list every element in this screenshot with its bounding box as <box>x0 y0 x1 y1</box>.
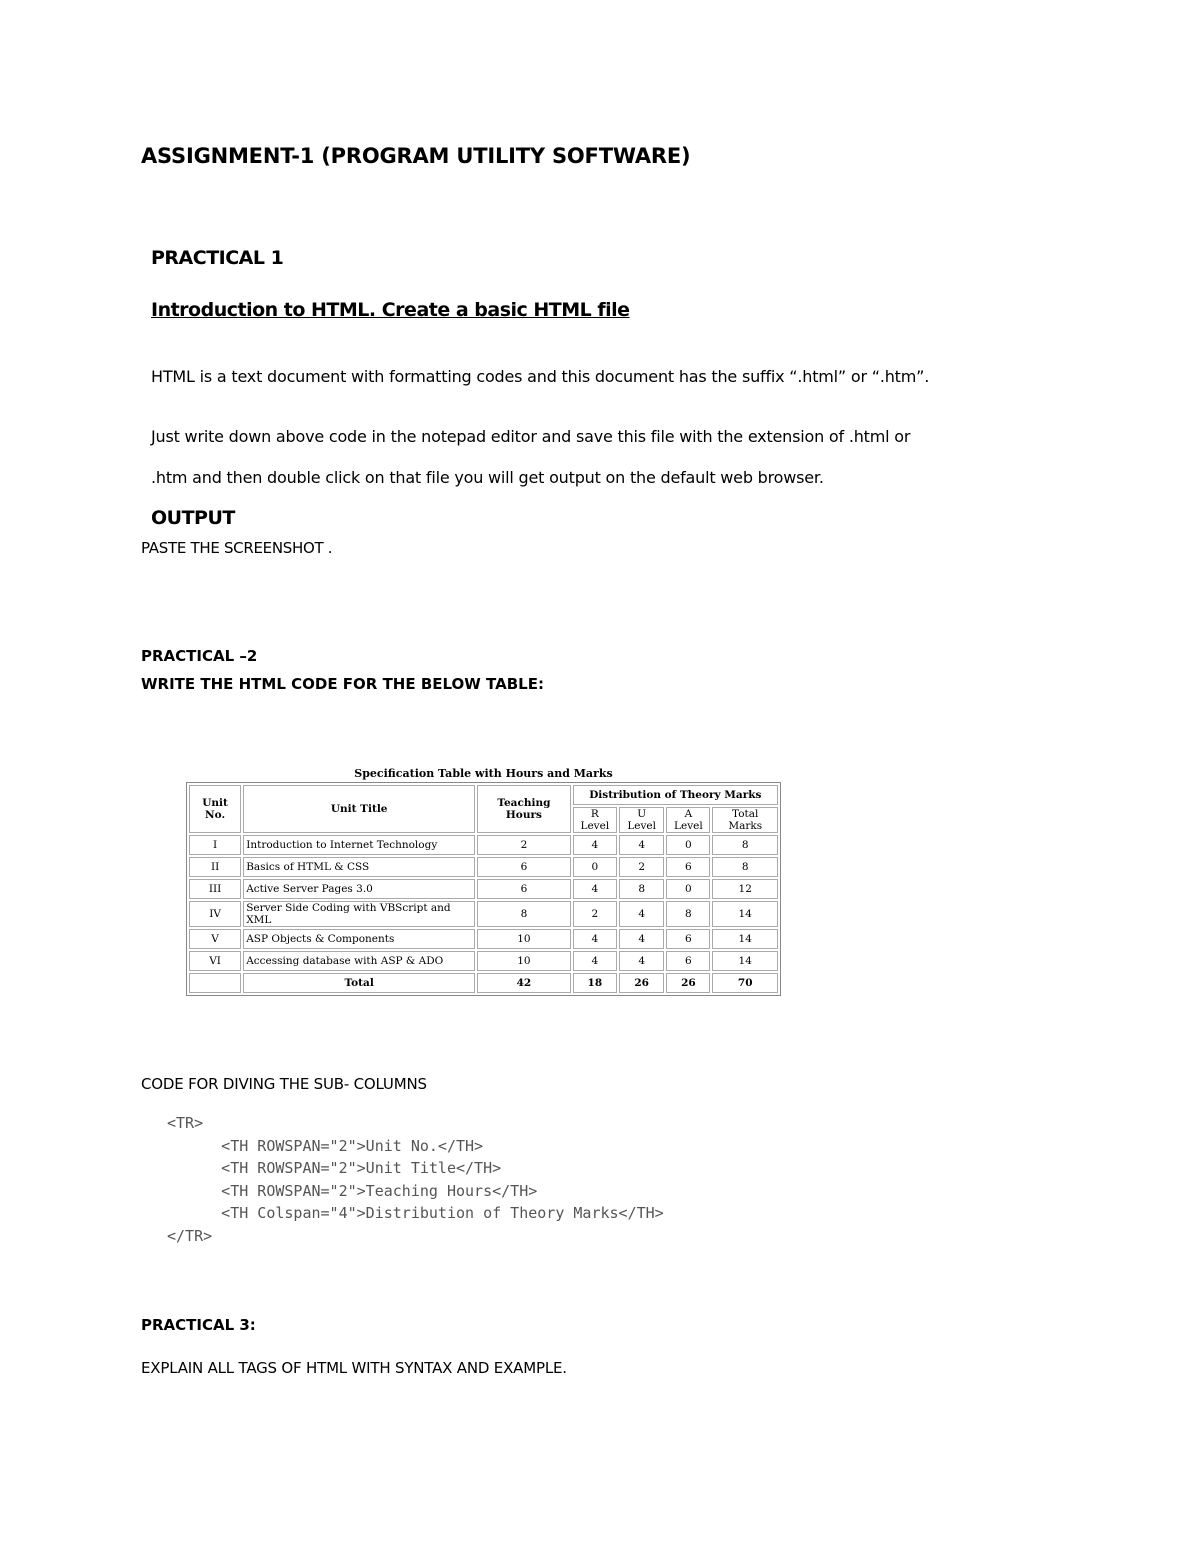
cell-unit-no: I <box>189 835 241 855</box>
cell-total-marks: 8 <box>712 835 778 855</box>
cell-unit-no: II <box>189 857 241 877</box>
page-title: ASSIGNMENT-1 (PROGRAM UTILITY SOFTWARE) <box>141 144 691 168</box>
cell-total-r: 18 <box>573 973 617 993</box>
cell-u-level: 2 <box>619 857 664 877</box>
specification-table <box>186 782 781 996</box>
header-r-level: R Level <box>573 807 617 833</box>
cell-teaching-hours: 6 <box>477 879 570 899</box>
header-unit-no: Unit No. <box>189 785 241 833</box>
practical-3-heading: PRACTICAL 3: <box>141 1316 256 1334</box>
cell-unit-title: Accessing database with ASP & ADO <box>243 951 475 971</box>
cell-unit-title: Server Side Coding with VBScript and XML <box>243 901 475 927</box>
cell-r-level: 4 <box>573 835 617 855</box>
code-section-heading: CODE FOR DIVING THE SUB- COLUMNS <box>141 1075 427 1093</box>
practical-1-heading: PRACTICAL 1 <box>151 247 284 269</box>
cell-r-level: 4 <box>573 879 617 899</box>
practical-2-heading: PRACTICAL –2 <box>141 647 258 665</box>
practical-3-subheading: EXPLAIN ALL TAGS OF HTML WITH SYNTAX AND EXAMPLE. <box>141 1359 567 1377</box>
cell-total-marks: 8 <box>712 857 778 877</box>
cell-total-hours: 42 <box>477 973 570 993</box>
cell-u-level: 4 <box>619 901 664 927</box>
cell-unit-title: ASP Objects & Components <box>243 929 475 949</box>
cell-total-marks: 14 <box>712 901 778 927</box>
cell-empty <box>189 973 241 993</box>
cell-unit-title: Basics of HTML & CSS <box>243 857 475 877</box>
cell-total-marks: 70 <box>712 973 778 993</box>
table-row <box>189 901 778 927</box>
cell-unit-no: V <box>189 929 241 949</box>
cell-a-level: 0 <box>666 879 710 899</box>
cell-u-level: 4 <box>619 835 664 855</box>
cell-unit-no: IV <box>189 901 241 927</box>
header-unit-title: Unit Title <box>243 785 475 833</box>
code-snippet: <TR> <TH ROWSPAN="2">Unit No.</TH> <TH ROWSPAN="2">Unit Title</TH> <TH ROWSPAN="2">Teaching Hours</TH> <TH Colspan="4">Distribution of Theory Marks</TH> </TR> <box>167 1114 664 1245</box>
cell-unit-no: VI <box>189 951 241 971</box>
cell-u-level: 4 <box>619 929 664 949</box>
cell-total-u: 26 <box>619 973 664 993</box>
paste-screenshot-text: PASTE THE SCREENSHOT . <box>141 539 333 557</box>
cell-teaching-hours: 10 <box>477 929 570 949</box>
cell-a-level: 6 <box>666 951 710 971</box>
cell-total-label: Total <box>243 973 475 993</box>
cell-unit-title: Introduction to Internet Technology <box>243 835 475 855</box>
cell-total-marks: 12 <box>712 879 778 899</box>
cell-r-level: 0 <box>573 857 617 877</box>
practical-1-line-1: HTML is a text document with formatting codes and this document has the suffix “.html” or “.htm”. <box>151 367 930 386</box>
header-u-level: U Level <box>619 807 664 833</box>
cell-r-level: 4 <box>573 951 617 971</box>
table-row <box>189 835 778 855</box>
cell-a-level: 8 <box>666 901 710 927</box>
cell-u-level: 4 <box>619 951 664 971</box>
practical-2-subheading: WRITE THE HTML CODE FOR THE BELOW TABLE: <box>141 675 544 693</box>
cell-total-marks: 14 <box>712 951 778 971</box>
table-total-row <box>189 973 778 993</box>
table-row <box>189 929 778 949</box>
cell-a-level: 6 <box>666 857 710 877</box>
table-caption: Specification Table with Hours and Marks <box>354 767 613 780</box>
cell-total-a: 26 <box>666 973 710 993</box>
table-row <box>189 879 778 899</box>
header-a-level: A Level <box>666 807 710 833</box>
header-total-marks: Total Marks <box>712 807 778 833</box>
cell-a-level: 6 <box>666 929 710 949</box>
table-row <box>189 951 778 971</box>
cell-unit-no: III <box>189 879 241 899</box>
cell-teaching-hours: 8 <box>477 901 570 927</box>
table-row <box>189 857 778 877</box>
cell-teaching-hours: 2 <box>477 835 570 855</box>
header-teaching-hours: Teaching Hours <box>477 785 570 833</box>
cell-teaching-hours: 6 <box>477 857 570 877</box>
header-distribution: Distribution of Theory Marks <box>573 785 778 805</box>
cell-r-level: 4 <box>573 929 617 949</box>
cell-total-marks: 14 <box>712 929 778 949</box>
practical-1-subheading: Introduction to HTML. Create a basic HTML file <box>151 299 630 321</box>
cell-a-level: 0 <box>666 835 710 855</box>
cell-r-level: 2 <box>573 901 617 927</box>
output-heading: OUTPUT <box>151 507 235 529</box>
specification-table-image <box>186 766 781 996</box>
cell-teaching-hours: 10 <box>477 951 570 971</box>
cell-u-level: 8 <box>619 879 664 899</box>
practical-1-line-3: .htm and then double click on that file you will get output on the default web browser. <box>151 468 824 487</box>
practical-1-line-2: Just write down above code in the notepad editor and save this file with the extension of .html or <box>151 427 911 446</box>
cell-unit-title: Active Server Pages 3.0 <box>243 879 475 899</box>
